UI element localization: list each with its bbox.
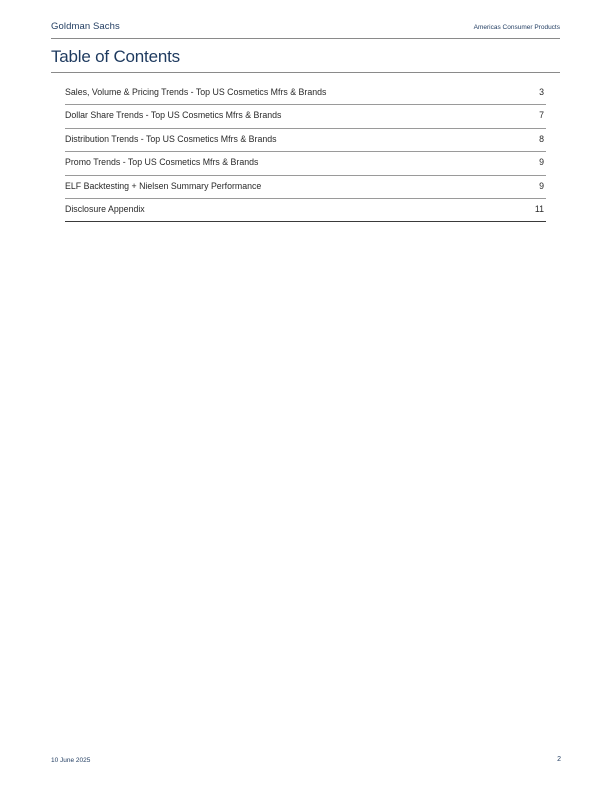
report-section: Americas Consumer Products [473, 24, 560, 31]
toc-entry[interactable] [65, 105, 546, 128]
page-header [51, 20, 560, 39]
toc-entry[interactable] [65, 129, 546, 152]
toc-entry-page[interactable]: 8 [539, 133, 544, 144]
toc-entry-label[interactable]: Dollar Share Trends - Top US Cosmetics Mfrs & Brands [65, 110, 282, 121]
toc-entry[interactable] [65, 152, 546, 175]
footer-page-number: 2 [557, 756, 561, 763]
toc-entry[interactable] [65, 176, 546, 199]
brand-name: Goldman Sachs [51, 21, 120, 32]
toc-entry-page[interactable]: 9 [539, 157, 544, 168]
title-divider [51, 72, 560, 73]
toc-entry-label[interactable]: Sales, Volume & Pricing Trends - Top US Cosmetics Mfrs & Brands [65, 87, 327, 97]
toc-entry-page[interactable]: 3 [539, 87, 544, 97]
page-title: Table of Contents [51, 47, 180, 66]
toc-entry-page[interactable]: 9 [539, 180, 544, 191]
toc-entry-page[interactable]: 7 [539, 110, 544, 121]
toc-entry-label[interactable]: Promo Trends - Top US Cosmetics Mfrs & Brands [65, 157, 259, 168]
toc-entry[interactable] [65, 199, 546, 222]
toc-entry-label[interactable]: Disclosure Appendix [65, 203, 145, 214]
footer-date: 10 June 2025 [51, 757, 91, 764]
toc-list [65, 82, 546, 222]
toc-entry[interactable] [65, 82, 546, 105]
toc-entry-page[interactable]: 11 [534, 203, 544, 214]
toc-entry-label[interactable]: Distribution Trends - Top US Cosmetics Mfrs & Brands [65, 133, 277, 144]
toc-entry-label[interactable]: ELF Backtesting + Nielsen Summary Performance [65, 180, 262, 191]
